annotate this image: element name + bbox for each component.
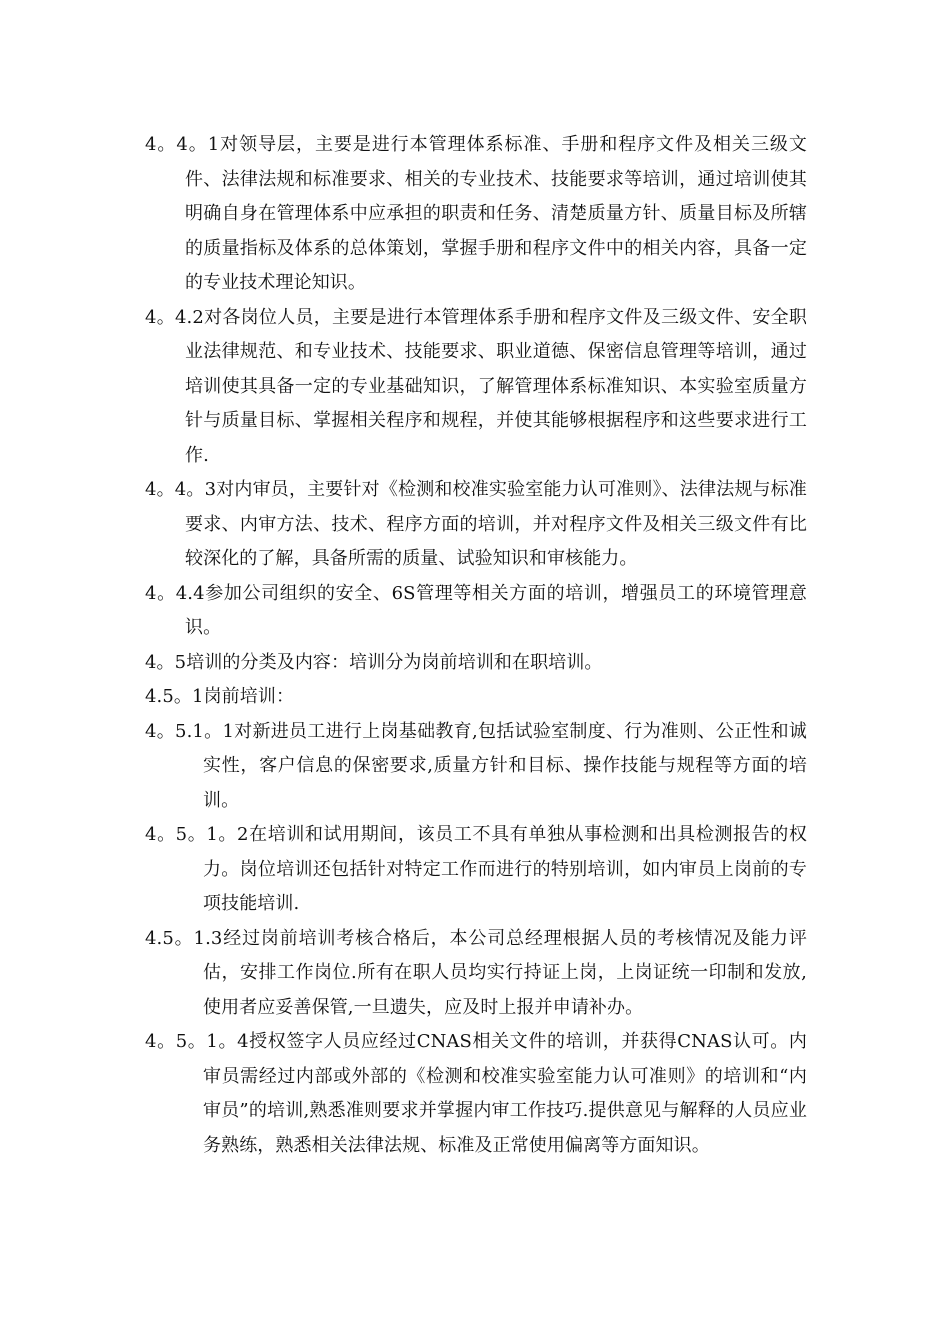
paragraph-4-5-1 — [145, 680, 807, 715]
paragraph-text: 岗前培训： — [203, 686, 295, 707]
section-number: 4.5。1.3 — [145, 927, 223, 949]
paragraph-text: 对内审员，主要针对《检测和校准实验室能力认可准则》、法律法规与标准要求、内审方法、技术、程序方面的培训，并对程序文件及相关三级文件有比较深化的了解，具备所需的质量、试验知识和审核能力。 — [185, 479, 808, 569]
section-number: 4。4。1 — [145, 134, 220, 155]
paragraph-4-5-1-1 — [145, 715, 807, 819]
paragraph-4-4-4 — [145, 577, 807, 646]
section-number: 4.5。1 — [145, 686, 204, 707]
paragraph-text: 经过岗前培训考核合格后，本公司总经理根据人员的考核情况及能力评估，安排工作岗位.所有在职人员均实行持证上岗，上岗证统一印制和发放,使用者应妥善保管,一旦遗失，应及时上报并申请补办。 — [203, 927, 807, 1018]
paragraph-text: 对领导层，主要是进行本管理体系标准、手册和程序文件及相关三级文件、法律法规和标准要求、相关的专业技术、技能要求等培训，通过培训使其明确自身在管理体系中应承担的职责和任务、清楚质量方针、质量目标及所辖的质量指标及体系的总体策划，掌握手册和程序文件中的相关内容，具备一定的专业技术理论知识。 — [185, 134, 807, 293]
document-body — [145, 128, 807, 1163]
paragraph-text: 培训的分类及内容：培训分为岗前培训和在职培训。 — [186, 651, 603, 673]
paragraph-4-5 — [145, 646, 807, 681]
section-number: 4。5.1。1 — [145, 720, 234, 742]
section-number: 4。4.2 — [145, 306, 204, 328]
paragraph-4-5-1-3 — [145, 922, 807, 1026]
paragraph-4-4-2 — [145, 301, 807, 474]
section-number: 4。4.4 — [145, 582, 205, 604]
paragraph-text: 授权签字人员应经过CNAS相关文件的培训，并获得CNAS认可。内审员需经过内部或外部的《检测和校准实验室能力认可准则》的培训和“内审员”的培训,熟悉准则要求并掌握内审工作技巧.提供意见与解释的人员应业务熟练，熟悉相关法律法规、标准及正常使用偏离等方面知识。 — [203, 1031, 807, 1156]
paragraph-4-4-1 — [145, 128, 807, 301]
paragraph-text: 参加公司组织的安全、6S管理等相关方面的培训，增强员工的环境管理意识。 — [185, 582, 807, 638]
section-number: 4。5。1。4 — [145, 1031, 249, 1052]
section-number: 4。5 — [145, 651, 187, 673]
section-number: 4。4。3 — [145, 479, 217, 500]
paragraph-4-5-1-4 — [145, 1025, 807, 1163]
paragraph-text: 在培训和试用期间，该员工不具有单独从事检测和出具检测报告的权力。岗位培训还包括针对特定工作而进行的特别培训，如内审员上岗前的专项技能培训. — [203, 824, 807, 914]
paragraph-4-4-3 — [145, 473, 807, 577]
paragraph-text: 对各岗位人员，主要是进行本管理体系手册和程序文件及三级文件、安全职业法律规范、和专业技术、技能要求、职业道德、保密信息管理等培训，通过培训使其具备一定的专业基础知识，了解管理体系标准知识、本实验室质量方针与质量目标、掌握相关程序和规程，并使其能够根据程序和这些要求进行工作. — [185, 306, 808, 466]
paragraph-4-5-1-2 — [145, 818, 807, 922]
section-number: 4。5。1。2 — [145, 824, 249, 845]
paragraph-text: 对新进员工进行上岗基础教育,包括试验室制度、行为准则、公正性和诚实性，客户信息的保密要求,质量方针和目标、操作技能与规程等方面的培训。 — [203, 720, 808, 811]
